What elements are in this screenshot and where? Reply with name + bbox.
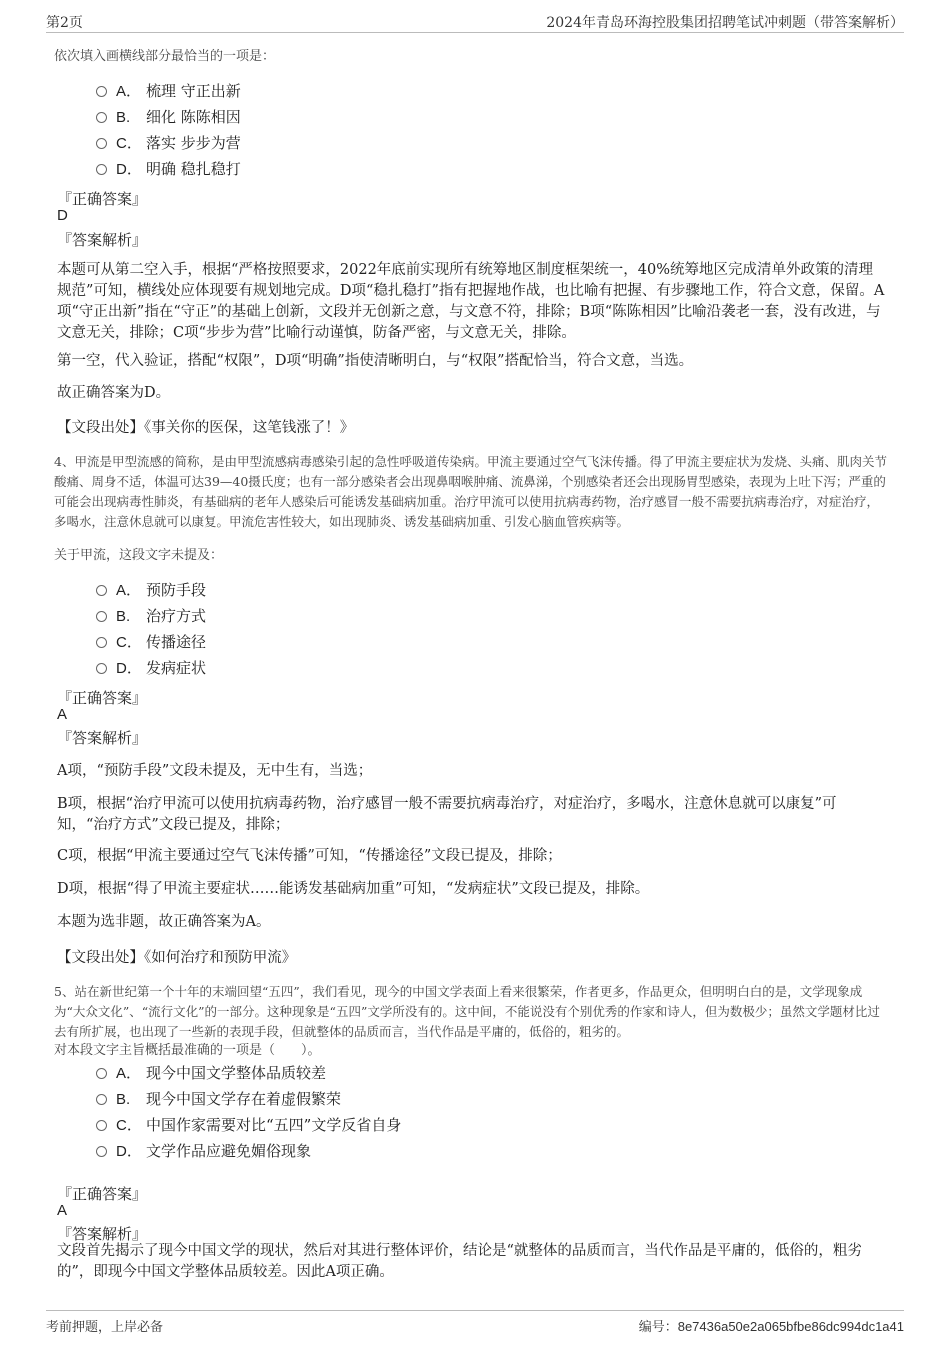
document-title: 2024年青岛环海控股集团招聘笔试冲刺题（带答案解析） [546,15,904,31]
q4-source: 【文段出处】《如何治疗和预防甲流》 [57,950,297,966]
q3-analysis-label: 『答案解析』 [57,231,148,249]
q4-analysis-paragraph: B项，根据“治疗甲流可以使用抗病毒药物，治疗感冒一般不需要抗病毒治疗，对症治疗，多喝水，注意休息就可以康复”可知，“治疗方式”文段已提及，排除； [57,796,837,833]
code-label: 编号： [638,1320,678,1335]
page-footer [46,1310,904,1337]
radio-icon[interactable] [96,1120,107,1131]
q5-option-b[interactable]: B. 现今中国文学存在着虚假繁荣 [96,1088,341,1110]
page-header [46,10,904,33]
radio-icon[interactable] [96,1146,107,1157]
footer-slogan: 考前押题，上岸必备 [46,1320,164,1335]
radio-icon[interactable] [96,1094,107,1105]
q3-option-d[interactable]: D． 明确 稳扎稳打 [96,158,241,180]
q3-prompt: 依次填入画横线部分最恰当的一项是： [54,49,276,64]
q5-option-a[interactable]: A． 现今中国文学整体品质较差 [96,1062,326,1084]
q4-analysis-paragraph: A项，“预防手段”文段未提及，无中生有，当选； [57,763,373,779]
radio-icon[interactable] [96,585,107,596]
radio-icon[interactable] [96,86,107,97]
q5-analysis-paragraph: 文段首先揭示了现今中国文学的现状，然后对其进行整体评价，结论是“就整体的品质而言，当代作品是平庸的，低俗的，粗劣的”，即现今中国文学整体品质较差。因此A项正确。 [57,1243,862,1280]
q3-analysis-paragraph: 本题可从第二空入手，根据“严格按照要求，2022年底前实现所有统筹地区制度框架统一，40%统筹地区完成清单外政策的清理规范”可知，横线处应体现要有规划地完成。D项“稳扎稳打”指有把握地作战，也比喻有把握、有步骤地工作，符合文意，保留。A项“守正出新”指在“守正”的基础上创新，文段并无创新之意，与文意不符，排除；B项“陈陈相因”比喻沿袭老一套，没有改进，与文意无关，排除；C项“步步为营”比喻行动谨慎，防备严密，与文意无关，排除。 [57,262,885,341]
q5-answer-label: 『正确答案』 [57,1185,148,1203]
q4-analysis-paragraph: D项，根据“得了甲流主要症状……能诱发基础病加重”可知，“发病症状”文段已提及，排除。 [57,881,650,897]
radio-icon[interactable] [96,637,107,648]
q3-answer-label: 『正确答案』 [57,190,148,208]
q3-answer: D [57,207,68,224]
page-number: 第2页 [46,15,83,31]
radio-icon[interactable] [96,1068,107,1079]
q4-answer-label: 『正确答案』 [57,689,148,707]
q3-option-b[interactable]: B. 细化 陈陈相因 [96,106,241,128]
q4-prompt: 关于甲流，这段文字未提及： [54,548,224,563]
document-code [639,1316,904,1335]
radio-icon[interactable] [96,663,107,674]
q5-option-d[interactable]: D． 文学作品应避免媚俗现象 [96,1140,311,1162]
q5-option-c[interactable]: C． 中国作家需要对比“五四”文学反省自身 [96,1114,401,1136]
q3-analysis-paragraph: 故正确答案为D。 [57,385,171,401]
q4-answer: A [57,706,68,723]
q4-analysis-paragraph: C项，根据“甲流主要通过空气飞沫传播”可知，“传播途径”文段已提及，排除； [57,848,562,864]
code-value: 8e7436a50e2a065bfbe86dc994dc1a41 [677,1319,904,1334]
radio-icon[interactable] [96,138,107,149]
radio-icon[interactable] [96,164,107,175]
q3-option-c[interactable]: C． 落实 步步为营 [96,132,241,154]
q3-option-a[interactable]: A． 梳理 守正出新 [96,80,241,102]
q4-option-b[interactable]: B. 治疗方式 [96,605,206,627]
q5-text: 5、站在新世纪第一个十年的末端回望“五四”，我们看见，现今的中国文学表面上看来很繁荣，作者更多，作品更众，但明明白白的是，文学现象成为“大众文化”、“流行文化”的一部分。这种现象是“五四”文学所没有的。这中间，不能说没有个别优秀的作家和诗人，但为数极少；虽然文学题材比过去有所扩展，也出现了一些新的表现手段，但就整体的品质而言，当代作品是平庸的，低俗的，粗劣的。 [54,984,880,1039]
radio-icon[interactable] [96,611,107,622]
q3-source: 【文段出处】《事关你的医保，这笔钱涨了！》 [57,420,355,436]
q4-option-c[interactable]: C． 传播途径 [96,631,206,653]
q4-option-a[interactable]: A． 预防手段 [96,579,206,601]
q4-text: 4、甲流是甲型流感的简称，是由甲型流感病毒感染引起的急性呼吸道传染病。甲流主要通过空气飞沫传播。得了甲流主要症状为发烧、头痛、肌肉关节酸痛、周身不适，体温可达39—40摄氏度；也有一部分感染者会出现鼻咽喉肿痛、流鼻涕，个别感染者还会出现肠胃型感染，表现为上吐下泻；严重的可能会出现病毒性肺炎，有基础病的老年人感染后可能诱发基础病加重。治疗甲流可以使用抗病毒药物，治疗感冒一般不需要抗病毒治疗，对症治疗，多喝水，注意休息就可以康复。甲流危害性较大，如出现肺炎、诱发基础病加重、引发心脑血管疾病等。 [54,454,887,529]
q5-prompt: 对本段文字主旨概括最准确的一项是（ ）。 [54,1043,321,1058]
q4-analysis-label: 『答案解析』 [57,729,148,747]
radio-icon[interactable] [96,112,107,123]
q3-analysis-paragraph: 第一空，代入验证，搭配“权限”，D项“明确”指使清晰明白，与“权限”搭配恰当，符合文意，当选。 [57,353,694,369]
q5-answer: A [57,1202,68,1219]
q5-analysis-label: 『答案解析』 [57,1225,148,1243]
q4-option-d[interactable]: D． 发病症状 [96,657,206,679]
q4-analysis-paragraph: 本题为选非题，故正确答案为A。 [57,914,271,930]
